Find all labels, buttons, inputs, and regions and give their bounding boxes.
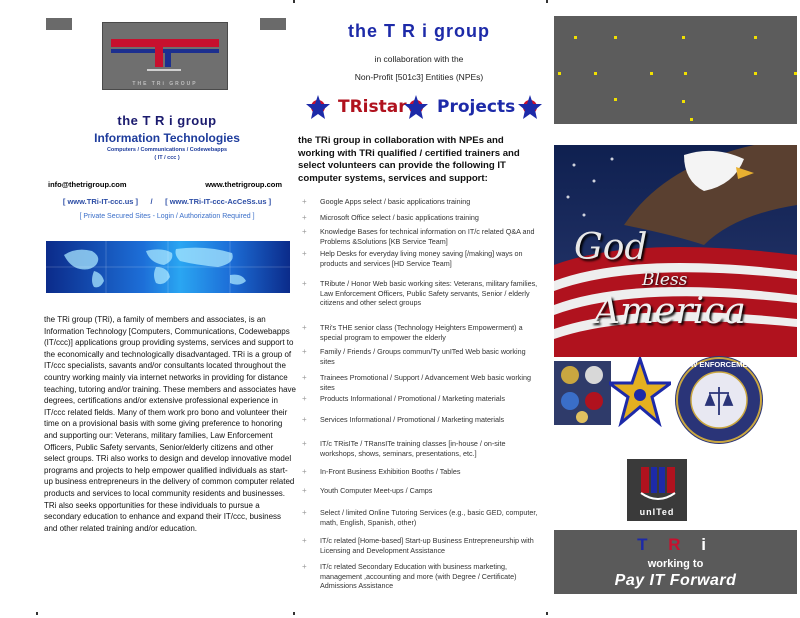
projects-title: the T R i group	[348, 21, 490, 41]
service-item: + IT/c TRisITe / TRansITe training classes [in-house / on-site workshops, shows, seminars, presentations, etc.]	[300, 439, 540, 458]
service-item: + Knowledge Bases for technical information on IT/c related Q&A and Problems &Solutions [KB Service Team]	[300, 227, 540, 246]
world-map-icon	[46, 241, 290, 293]
logo-stem	[155, 47, 163, 67]
decor-dot	[574, 36, 577, 39]
decor-dot	[650, 72, 653, 75]
group-subtitle-abbrev: ( IT / ccc )	[154, 155, 180, 161]
tri-letter-r: R	[668, 535, 689, 554]
tri-letter-t: T	[637, 535, 656, 554]
service-item: + Select / limited Online Tutoring Services (e.g., basic GED, computer, math, English, Spanish, other)	[300, 508, 540, 527]
honor-star-icon	[609, 357, 671, 427]
middle-panel	[294, 0, 544, 618]
email-link[interactable]: info@thetrigroup.com	[48, 180, 127, 189]
decor-dot	[594, 72, 597, 75]
service-item: + Products Informational / Promotional / Marketing materials	[300, 394, 540, 404]
decor-dot	[754, 36, 757, 39]
decor-dot	[682, 100, 685, 103]
logo-stem	[165, 53, 171, 67]
service-item: + TRibute / Honor Web basic working sites: Veterans, military families, Law Enforcement Officers, Public Safety servants, Senior / elderly citizens and other select groups	[300, 279, 540, 308]
service-item: + Help Desks for everyday living money saving [/making] ways on products and services [HD Service Team]	[300, 249, 540, 268]
star-badge-icon	[306, 94, 330, 120]
seal-label: LAW ENFORCEMENT	[680, 360, 758, 369]
service-item: + IT/c related Secondary Education with business marketing, management ,accounting and more (with Degree / Certificate) Admissions Assistance	[300, 562, 540, 591]
left-panel	[40, 0, 294, 618]
about-paragraph: the TRi group (TRi), a family of members and associates, is an Information Technology [Computers, Communications, Codewebapps (IT/ccc)] applications group providing systems, services and support to the economically and technologically disadvantaged. TRi is a group of IT/ccc specialists, savants and/or consultants located throughout the country working mainly via internet networks in providing for distance teaching, tutoring and/or training. These members and associates have degrees, certifications and/or extensive professional experience in IT/ccc related fields. Many of them work pro bono and volunteer their time on a provisional basis with some giving preference to honoring and supporting our: Veterans, military families, Law Enforcement Officers, Public Safety servants, Senior/elderly citizens and other select groups. TRi also works to design and develop innovative model programs and projects to help empower qualified individuals as start-up business entrepreneurs in the delivery of common computer related products and services to local community residents and businesses. TRi also seeks opportunities for these individuals to pursue a secondary education to enhance and expand their IT/ccc, business and other related training and/or education.	[44, 315, 296, 533]
fold-mark	[36, 612, 38, 615]
logo-caption: THE TRi GROUP	[132, 81, 198, 87]
decor-dot	[614, 36, 617, 39]
decor-dot	[614, 98, 617, 101]
decor-dot	[754, 72, 757, 75]
pay-it-forward-panel	[554, 530, 797, 594]
service-item: + Youth Computer Meet-ups / Camps	[300, 486, 540, 496]
service-item: + Services Informational / Promotional / Marketing materials	[300, 415, 540, 425]
corner-tab	[46, 18, 72, 30]
united-logo	[627, 459, 687, 521]
secure-sites-links[interactable]: [ www.TRi-IT-ccc.us ] / [ www.TRi-IT-ccc-AcCeSs.us ]	[62, 197, 272, 206]
dots-panel	[554, 16, 797, 124]
decor-dot	[682, 36, 685, 39]
working-to-text: working to	[647, 558, 704, 570]
service-item: + Microsoft Office select / basic applications training	[300, 213, 540, 223]
tri-letter-i: i	[701, 535, 714, 554]
united-bars-icon	[627, 459, 687, 503]
law-enforcement-seal-icon	[674, 355, 764, 445]
service-item: + Trainees Promotional / Support / Advancement Web basic working sites	[300, 373, 540, 392]
private-sites-note: [ Private Secured Sites - Login / Authorization Required ]	[79, 213, 255, 220]
right-panel	[554, 0, 800, 618]
united-label: unITed	[639, 507, 675, 517]
decor-dot	[684, 72, 687, 75]
service-item: + In-Front Business Exhibition Booths / Tables	[300, 467, 540, 477]
america-text: America	[594, 291, 746, 332]
logo-stand	[147, 69, 181, 71]
pay-it-forward-text: Pay IT Forward	[614, 572, 737, 589]
god-bless-america-image	[554, 145, 797, 357]
tristar-banner	[294, 94, 544, 122]
corner-tab	[260, 18, 286, 30]
tri-group-logo	[102, 22, 228, 90]
npe-text: Non-Profit [501c3] Entities (NPEs)	[354, 72, 484, 82]
logo-bar	[111, 39, 219, 47]
group-subtitle-detail: Computers / Communications / Codewebapps	[106, 147, 228, 153]
service-item: + Google Apps select / basic applications training	[300, 197, 540, 207]
star-badge-icon	[404, 94, 428, 120]
collab-text: in collaboration with the	[374, 54, 464, 64]
military-seals-icon	[554, 361, 611, 425]
fold-mark	[293, 0, 295, 3]
service-item: + TRi's THE senior class (Technology Heighters Empowerment) a special program to empower the elderly	[300, 323, 540, 342]
services-intro: the TRi group in collaboration with NPEs and working with TRi qualified / certified trainers and select volunteers can provide the following IT computer systems, services and support:	[298, 135, 520, 184]
fold-mark	[546, 612, 548, 615]
decor-dot	[794, 72, 797, 75]
fold-mark	[293, 612, 295, 615]
service-item: + IT/c related [Home-based] Start-up Business Entrepreneurship with Licensing and Development Assistance	[300, 536, 540, 555]
tri-wordmark	[554, 535, 797, 555]
decor-dot	[558, 72, 561, 75]
projects-label: Projects	[437, 97, 516, 117]
world-map-banner	[46, 241, 290, 293]
website-link[interactable]: www.thetrigroup.com	[205, 180, 282, 189]
god-text: God	[574, 227, 648, 268]
group-title: the T R i group	[117, 113, 217, 128]
decor-dot	[690, 118, 693, 121]
fold-mark	[546, 0, 548, 3]
star-badge-icon	[518, 94, 542, 120]
group-subtitle: Information Technologies	[94, 131, 240, 145]
bless-text: Bless	[642, 270, 688, 290]
service-item: + Family / Friends / Groups commun/Ty unITed Web basic working sites	[300, 347, 540, 366]
tristar-label: TRistar	[338, 97, 407, 117]
